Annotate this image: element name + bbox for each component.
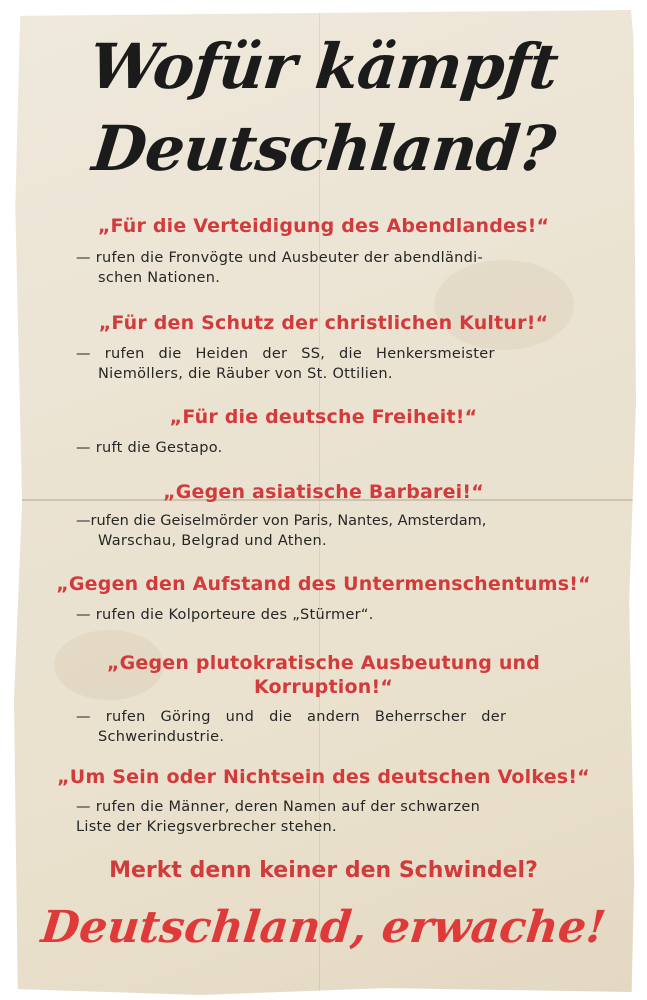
response-4 [76,511,581,551]
headline-line-2: Deutschland? [89,112,558,185]
closing-question: Merkt denn keiner den Schwindel? [109,858,538,883]
response-line: — ruft die Gestapo. [76,440,223,456]
response-5 [76,605,581,625]
slogan-2: „Für den Schutz der christlichen Kultur!“ [98,312,549,334]
response-line: Schwerindustrie. [98,729,225,745]
response-line: schen Nationen. [98,270,221,286]
slogan-7: „Um Sein oder Nichtsein des deutschen Volkes!“ [57,766,590,788]
response-line: — rufen die Fronvögte und Ausbeuter der abendländi- [76,250,484,266]
response-6 [76,707,581,747]
response-line: — rufen die Kolporteure des „Stürmer“. [76,607,374,623]
final-call: Deutschland, erwache! [38,902,609,953]
slogan-6: „Gegen plutokratische Ausbeutung und [106,652,541,674]
response-line: Warschau, Belgrad und Athen. [98,533,327,549]
slogan-6-line-2: Korruption!“ [253,676,394,698]
slogan-3: „Für die deutsche Freiheit!“ [169,406,478,428]
response-line: — rufen die Männer, deren Namen auf der schwarzen [76,799,481,815]
response-3 [76,438,581,458]
response-line: — rufen die Heiden der SS, die Henkersmeister [76,346,495,362]
response-2 [76,344,581,384]
slogan-1: „Für die Verteidigung des Abendlandes!“ [97,215,550,237]
response-line: Niemöllers, die Räuber von St. Ottilien. [98,366,393,382]
response-line: — rufen Göring und die andern Beherrscher der [76,709,507,725]
response-line: —rufen die Geiselmörder von Paris, Nantes, Amsterdam, [76,513,487,529]
headline-line-1: Wofür kämpft [85,30,561,103]
response-1 [76,248,581,288]
response-7 [76,797,581,837]
slogan-4: „Gegen asiatische Barbarei!“ [163,481,484,503]
response-line: Liste der Kriegsverbrecher stehen. [76,819,337,835]
slogan-5: „Gegen den Aufstand des Untermenschentums!“ [56,573,591,595]
